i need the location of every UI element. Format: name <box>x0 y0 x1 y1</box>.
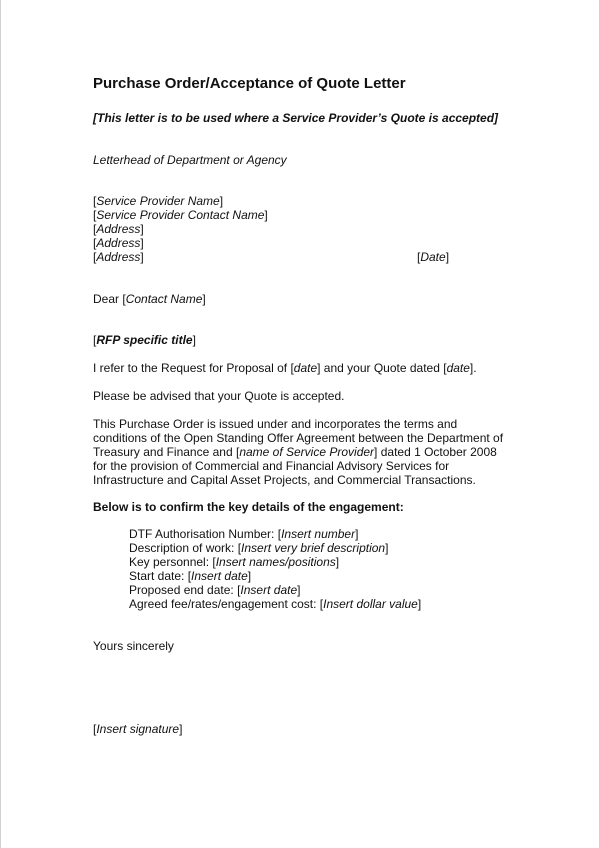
recipient-address-2: [Address] <box>93 236 144 250</box>
signature-placeholder: [Insert signature] <box>93 722 183 736</box>
paragraph-request: I refer to the Request for Proposal of [date] and your Quote dated [date]. <box>93 361 477 375</box>
terms-line-3: Treasury and Finance and [name of Service Provider] dated 1 October 2008 <box>93 445 497 459</box>
details-list <box>129 527 421 611</box>
terms-line-1: This Purchase Order is issued under and incorporates the terms and <box>93 417 458 431</box>
detail-item: Start date: [Insert date] <box>129 569 252 583</box>
paragraph-terms <box>93 417 513 487</box>
detail-item: Key personnel: [Insert names/positions] <box>129 555 340 569</box>
terms-line-5: Infrastructure and Capital Asset Projects, and Commercial Transactions. <box>93 473 476 487</box>
detail-item: Description of work: [Insert very brief description] <box>129 541 389 555</box>
detail-item: Proposed end date: [Insert date] <box>129 583 301 597</box>
closing: Yours sincerely <box>93 639 174 653</box>
detail-item: DTF Authorisation Number: [Insert number] <box>129 527 359 541</box>
terms-line-2: conditions of the Open Standing Offer Agreement between the Department of <box>93 431 504 445</box>
letter-title: Purchase Order/Acceptance of Quote Letter <box>93 75 406 92</box>
usage-note: [This letter is to be used where a Service Provider’s Quote is accepted] <box>93 111 499 125</box>
paragraph-accepted: Please be advised that your Quote is accepted. <box>93 389 345 403</box>
letterhead-placeholder: Letterhead of Department or Agency <box>93 153 287 167</box>
details-heading: Below is to confirm the key details of the engagement: <box>93 500 404 514</box>
rfp-title: [RFP specific title] <box>93 333 196 347</box>
recipient-address-1: [Address] <box>93 222 144 236</box>
recipient-address-3: [Address] <box>93 250 144 264</box>
recipient-block <box>93 194 268 264</box>
recipient-name: [Service Provider Name] <box>93 194 224 208</box>
recipient-contact: [Service Provider Contact Name] <box>93 208 268 222</box>
letter-date: [Date] <box>417 250 450 264</box>
terms-line-4: for the provision of Commercial and Financial Advisory Services for <box>93 459 450 473</box>
detail-item: Agreed fee/rates/engagement cost: [Insert dollar value] <box>129 597 422 611</box>
salutation: Dear [Contact Name] <box>93 292 206 306</box>
